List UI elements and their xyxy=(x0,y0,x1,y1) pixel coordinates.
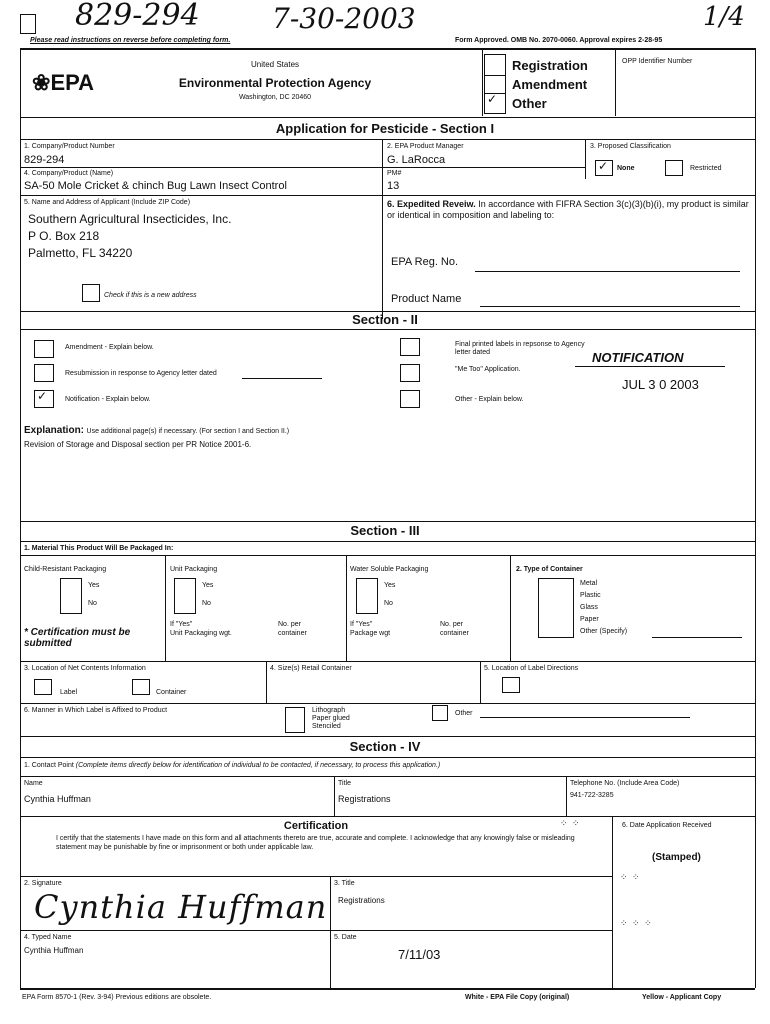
child-no: No xyxy=(88,600,97,607)
contact-name-value: Cynthia Huffman xyxy=(24,794,91,804)
explanation-note: Use additional page(s) if necessary. (For section I and Section II.) xyxy=(86,428,290,435)
explanation-label: Explanation: xyxy=(24,425,85,436)
contact-name-label: Name xyxy=(24,780,43,787)
pm-number-value: 13 xyxy=(387,180,400,192)
sign-date-value: 7/11/03 xyxy=(398,947,441,962)
method-stenciled: Stenciled xyxy=(312,723,341,730)
method-paper-glued: Paper glued xyxy=(312,715,350,722)
other-checkbox[interactable] xyxy=(484,94,506,114)
opp-identifier-label: OPP Identifier Number xyxy=(622,58,693,65)
signature: Cynthia Huffman xyxy=(34,888,328,926)
unit-no-per: No. per xyxy=(278,621,301,628)
unit-if-yes: If "Yes" xyxy=(170,621,193,628)
section-1-title: Application for Pesticide - Section I xyxy=(275,121,495,136)
water-yes: Yes xyxy=(384,582,396,589)
child-resistant-checkbox[interactable] xyxy=(60,578,82,614)
product-manager-value: G. LaRocca xyxy=(387,154,446,166)
other-explain-checkbox[interactable] xyxy=(400,390,420,408)
yellow-copy-note: Yellow - Applicant Copy xyxy=(642,994,722,1001)
type-other: Other xyxy=(512,96,547,111)
registration-checkbox[interactable] xyxy=(484,54,506,76)
notification-stamp: NOTIFICATION xyxy=(592,350,684,365)
signer-title-label: 3. Title xyxy=(334,880,355,887)
packaged-in-label: 1. Material This Product Will Be Packaged In: xyxy=(24,545,174,552)
form-corner-mark xyxy=(20,14,36,34)
container-plastic: Plastic xyxy=(580,592,601,599)
type-amendment: Amendment xyxy=(512,77,588,92)
resubmission-checkbox[interactable] xyxy=(34,364,54,382)
classification-restricted-checkbox[interactable] xyxy=(665,160,683,176)
other-explain-label: Other - Explain below. xyxy=(455,396,524,403)
unit-packaging-wgt: Unit Packaging wgt. xyxy=(170,630,232,637)
contact-point-note: (Complete items directly below for identification of individual to be contacted, if necessary, to process this application.) xyxy=(75,762,441,769)
new-address-label: Check if this is a new address xyxy=(104,292,197,299)
section-2-title: Section - II xyxy=(352,312,418,327)
label-affixed-checkbox[interactable] xyxy=(285,707,305,733)
unit-packaging-label: Unit Packaging xyxy=(170,566,218,573)
stamped-label: (Stamped) xyxy=(652,852,701,863)
pm-number-label: PM# xyxy=(387,170,402,177)
product-name-label: 4. Company/Product (Name) xyxy=(24,170,114,177)
container-type-checkbox[interactable] xyxy=(538,578,574,638)
water-no: No xyxy=(384,600,393,607)
instructions-note: Please read instructions on reverse before completing form. xyxy=(30,37,231,44)
section-3-title: Section - III xyxy=(350,523,420,538)
new-address-checkbox[interactable] xyxy=(82,284,100,302)
net-contents-container-option: Container xyxy=(156,689,187,696)
unit-container: container xyxy=(278,630,307,637)
retail-size-label: 4. Size(s) Retail Container xyxy=(270,665,352,672)
classification-label: 3. Proposed Classification xyxy=(590,143,671,150)
container-other: Other (Specify) xyxy=(580,628,628,635)
signature-label: 2. Signature xyxy=(24,880,62,887)
container-type-label: 2. Type of Container xyxy=(516,566,583,573)
water-if-yes: If "Yes" xyxy=(350,621,373,628)
package-wgt: Package wgt xyxy=(350,630,391,637)
classification-none: None xyxy=(617,165,635,172)
net-contents-label-checkbox[interactable] xyxy=(34,679,52,695)
expedited-review xyxy=(387,199,749,221)
section-4-title: Section - IV xyxy=(349,739,421,754)
company-number-value: 829-294 xyxy=(24,154,65,166)
certification-text: I certify that the statements I have made on this form and all attachments thereto are true, accurate and complete. I acknowledge that any knowingly false or misleading statement may be punishable by fine or imprisonment or both under applicable law. xyxy=(56,835,575,851)
applicant-address-line-1: Southern Agricultural Insecticides, Inc. xyxy=(28,212,232,226)
typed-name-value: Cynthia Huffman xyxy=(24,946,84,955)
water-no-per: No. per xyxy=(440,621,463,628)
signer-title-value: Registrations xyxy=(338,896,385,905)
white-copy-note: White - EPA File Copy (original) xyxy=(465,994,570,1001)
handwritten-company-number: 829-294 xyxy=(75,0,200,33)
handwritten-date: 7-30-2003 xyxy=(272,2,416,35)
child-yes: Yes xyxy=(88,582,100,589)
contact-title-label: Title xyxy=(338,780,351,787)
contact-point-row xyxy=(24,762,440,769)
amendment-explain-label: Amendment - Explain below. xyxy=(65,344,154,351)
contact-point-label: 1. Contact Point xyxy=(24,762,74,769)
agency-city: Washington, DC 20460 xyxy=(238,94,312,101)
contact-title-value: Registrations xyxy=(338,794,391,804)
me-too-checkbox[interactable] xyxy=(400,364,420,382)
explanation-text: Revision of Storage and Disposal section per PR Notice 2001-6. xyxy=(24,440,252,449)
stamp-dots-3: ⁘ ⁘ ⁘ xyxy=(620,918,653,928)
child-resistant-label: Child-Resistant Packaging xyxy=(24,566,107,573)
epa-logo xyxy=(32,70,94,96)
sign-date-label: 5. Date xyxy=(334,934,357,941)
container-glass: Glass xyxy=(580,604,598,611)
net-contents-label-option: Label xyxy=(60,689,78,696)
notification-label: Notification - Explain below. xyxy=(65,396,151,403)
resubmission-label: Resubmission in response to Agency letter dated xyxy=(65,370,217,377)
telephone-label: Telephone No. (Include Area Code) xyxy=(570,780,680,787)
applicant-address-line-2: P O. Box 218 xyxy=(28,229,100,243)
expedited-review-title: 6. Expedited Reveiw. xyxy=(387,199,476,209)
date-received-label: 6. Date Application Received xyxy=(622,822,712,829)
label-directions-label: 5. Location of Label Directions xyxy=(484,665,579,672)
applicant-address-line-3: Palmetto, FL 34220 xyxy=(28,246,133,260)
water-container: container xyxy=(440,630,469,637)
method-lithograph: Lithograph xyxy=(312,707,346,714)
form-number: EPA Form 8570-1 (Rev. 3-94) Previous editions are obsolete. xyxy=(22,994,212,1001)
label-affixed-label: 6. Manner in Which Label is Affixed to Product xyxy=(24,707,168,714)
water-soluble-label: Water Soluble Packaging xyxy=(350,566,429,573)
epa-logo-text: EPA xyxy=(50,70,95,95)
telephone-value: 941-722-3285 xyxy=(570,792,614,799)
epa-flower-icon: ❀ xyxy=(32,70,51,95)
stamp-dots-2: ⁘ ⁘ xyxy=(620,872,641,882)
certification-title: Certification xyxy=(283,820,349,832)
company-number-label: 1. Company/Product Number xyxy=(24,143,115,150)
final-labels-label: Final printed labels in repsonse to Agency letter dated xyxy=(455,341,585,356)
typed-name-label: 4. Typed Name xyxy=(24,934,72,941)
country: United States xyxy=(250,60,300,69)
container-paper: Paper xyxy=(580,616,599,623)
agency-name: Environmental Protection Agency xyxy=(178,76,372,90)
container-metal: Metal xyxy=(580,580,598,587)
reference-product-name-label: Product Name xyxy=(391,293,462,305)
unit-no: No xyxy=(202,600,211,607)
stamp-dots-1: ⁘ ⁘ xyxy=(560,818,581,828)
label-directions-checkbox[interactable] xyxy=(502,677,520,693)
amendment-explain-checkbox[interactable] xyxy=(34,340,54,358)
product-manager-label: 2. EPA Product Manager xyxy=(387,143,464,150)
unit-packaging-checkbox[interactable] xyxy=(174,578,196,614)
final-labels-checkbox[interactable] xyxy=(400,338,420,356)
omb-approval: Form Approved. OMB No. 2070-0060. Approval expires 2-28-95 xyxy=(455,37,663,44)
water-soluble-checkbox[interactable] xyxy=(356,578,378,614)
product-name-value: SA-50 Mole Cricket & chinch Bug Lawn Insect Control xyxy=(24,180,287,192)
certification-must-note: * Certification must be submitted xyxy=(24,627,131,649)
notification-checkbox[interactable] xyxy=(34,390,54,408)
expedited-review-text: In accordance with FIFRA Section 3(c)(3)(b)(i), my product is similar or identical in composition and labeling to: xyxy=(387,199,749,220)
handwritten-page: 1/4 xyxy=(703,2,745,32)
net-contents-label: 3. Location of Net Contents Information xyxy=(24,665,146,672)
explanation-header xyxy=(24,425,289,436)
applicant-label: 5. Name and Address of Applicant (Include ZIP Code) xyxy=(24,199,191,206)
type-registration: Registration xyxy=(512,58,588,73)
notification-stamp-date: JUL 3 0 2003 xyxy=(622,377,699,392)
me-too-label: "Me Too" Application. xyxy=(455,366,521,373)
method-other-checkbox[interactable] xyxy=(432,705,448,721)
unit-yes: Yes xyxy=(202,582,214,589)
method-other-label: Other xyxy=(455,710,473,717)
net-contents-container-checkbox[interactable] xyxy=(132,679,150,695)
classification-restricted: Restricted xyxy=(690,165,722,172)
classification-none-checkbox[interactable] xyxy=(595,160,613,176)
epa-reg-no-label: EPA Reg. No. xyxy=(391,256,459,268)
